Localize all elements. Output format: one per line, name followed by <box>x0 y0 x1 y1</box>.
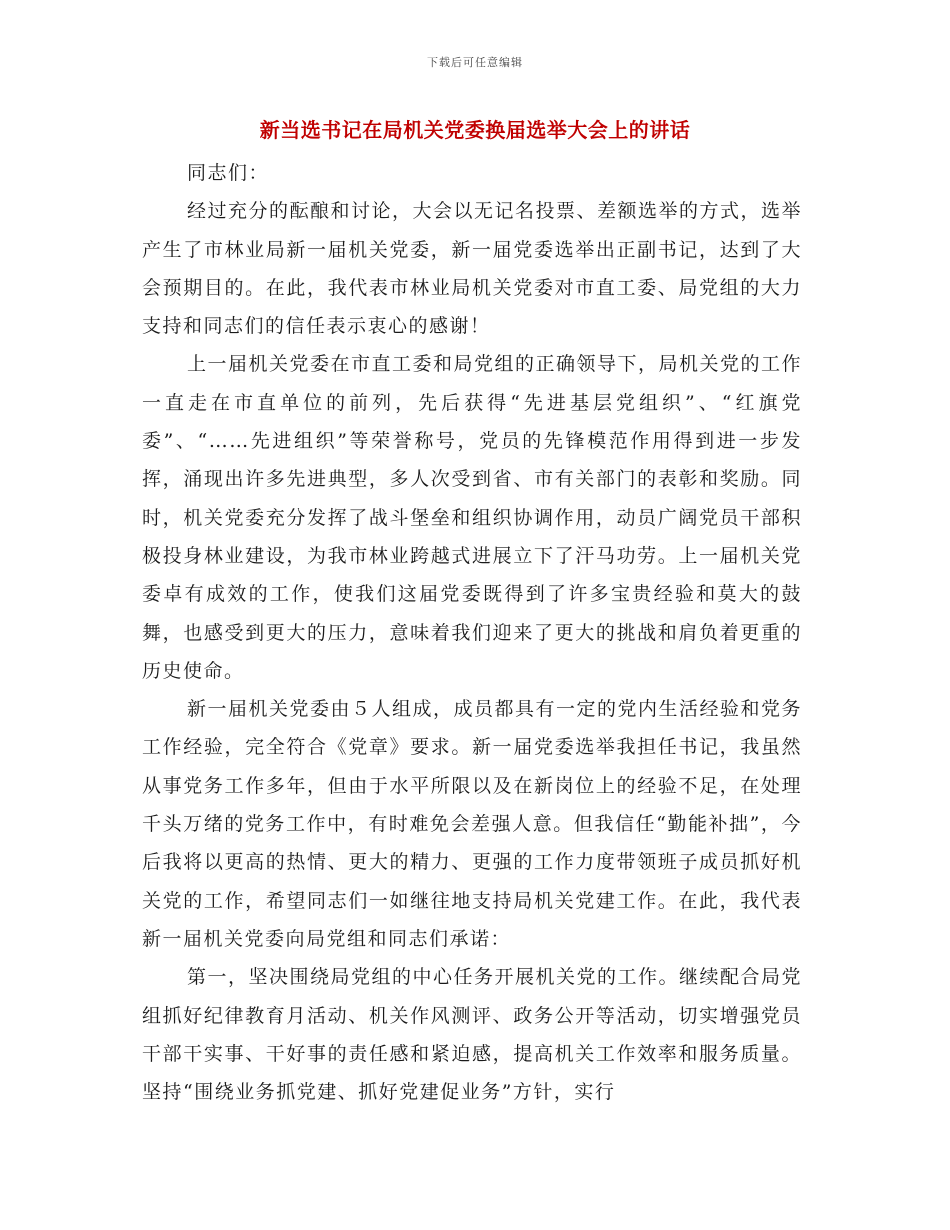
header-note: 下载后可任意编辑 <box>427 56 523 69</box>
salutation: 同志们： <box>187 162 270 184</box>
paragraph-3: 新一届机关党委由５人组成，成员都具有一定的党内生活经验和党务工作经验，完全符合《党章》要求。新一届党委选举我担任书记，我虽然从事党务工作多年，但由于水平所限以及在新岗位上的经验不足，在处理千头万绪的党务工作中，有时难免会差强人意。但我信任“勤能补拙”，今后我将以更高的热情、更大的精力、更强的工作力度带领班子成员抓好机关党的工作，希望同志们一如继往地支持局机关党建工作。在此，我代表新一届机关党委向局党组和同志们承诺： <box>142 698 803 950</box>
paragraph-1: 经过充分的酝酿和讨论，大会以无记名投票、差额选举的方式，选举产生了市林业局新一届机关党委，新一届党委选举出正副书记，达到了大会预期目的。在此，我代表市林业局机关党委对市直工委、局党组的大力支持和同志们的信任表示衷心的感谢！ <box>142 200 803 338</box>
document-body <box>142 154 802 1111</box>
paragraph-4: 第一，坚决围绕局党组的中心任务开展机关党的工作。继续配合局党组抓好纪律教育月活动、机关作风测评、政务公开等活动，切实增强党员干部干实事、干好事的责任感和紧迫感，提高机关工作效率和服务质量。坚持“围绕业务抓党建、抓好党建促业务”方针，实行 <box>142 966 803 1104</box>
document-title: 新当选书记在局机关党委换届选举大会上的讲话 <box>259 118 691 142</box>
paragraph-2: 上一届机关党委在市直工委和局党组的正确领导下，局机关党的工作一直走在市直单位的前列，先后获得“先进基层党组织”、“红旗党委”、“……先进组织”等荣誉称号，党员的先锋模范作用得到进一步发挥，涌现出许多先进典型，多人次受到省、市有关部门的表彰和奖励。同时，机关党委充分发挥了战斗堡垒和组织协调作用，动员广阔党员干部积极投身林业建设，为我市林业跨越式进展立下了汗马功劳。上一届机关党委卓有成效的工作，使我们这届党委既得到了许多宝贵经验和莫大的鼓舞，也感受到更大的压力，意味着我们迎来了更大的挑战和肩负着更重的历史使命。 <box>142 353 803 682</box>
